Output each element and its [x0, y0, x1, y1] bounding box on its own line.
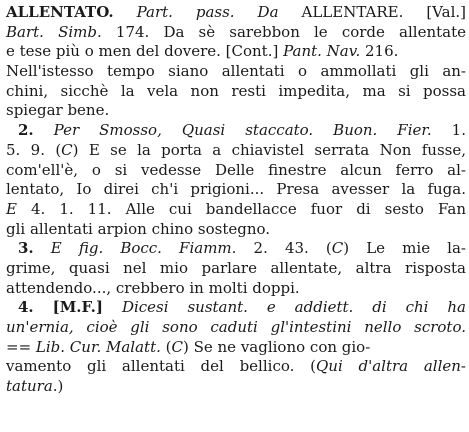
- text-segment: [M.F.]: [52, 298, 103, 317]
- entry-line: [6, 161, 466, 181]
- entry-line: [6, 239, 466, 259]
- text-segment: [34, 298, 53, 316]
- text-segment: C: [171, 337, 183, 356]
- entry-line: [6, 357, 466, 377]
- text-segment: Qui d'altra allen-: [315, 357, 466, 376]
- text-segment: 174. Da sè sarebbon le corde allentate: [101, 22, 466, 41]
- text-segment: 4.: [18, 298, 34, 317]
- text-segment: [114, 3, 137, 21]
- entry-line: [6, 259, 466, 279]
- text-segment: 216.: [360, 42, 399, 61]
- text-segment: .): [52, 377, 64, 396]
- entry-line: [6, 23, 466, 43]
- text-segment: 1.: [431, 121, 466, 140]
- text-segment: ALLENTATO.: [6, 3, 114, 21]
- text-segment: ) Se ne vagliono con gio-: [182, 337, 371, 356]
- entry-line: [6, 220, 466, 240]
- text-segment: gli allentati arpion chino sostegno.: [6, 219, 271, 238]
- text-segment: E: [6, 199, 17, 218]
- entry-line: [6, 200, 466, 220]
- dictionary-entry: [6, 3, 466, 397]
- text-segment: Part. pass.: [136, 3, 235, 21]
- text-segment: 3.: [18, 239, 34, 258]
- text-segment: attendendo..., crebbero in molti doppi.: [6, 278, 300, 297]
- text-segment: 4. 1. 11. Alle cui bandellacce fuor di sesto Fan: [16, 199, 466, 218]
- text-segment: e tese più o men del dovere. [Cont.]: [6, 42, 284, 61]
- entry-line: [6, 62, 466, 82]
- entry-line: [6, 42, 466, 62]
- text-segment: vamento gli allentati del bellico. (: [6, 357, 316, 376]
- text-segment: Bart. Simb.: [6, 22, 102, 41]
- text-segment: [34, 121, 54, 139]
- text-segment: [103, 298, 122, 316]
- entry-line: [6, 121, 466, 141]
- text-segment: [235, 3, 258, 21]
- text-segment: Per Smosso, Quasi staccato. Buon. Fier.: [53, 121, 432, 140]
- text-segment: chini, sicchè la vela non resti impedita, ma si possa: [6, 81, 466, 100]
- entry-line: [6, 279, 466, 299]
- text-segment: spiegar bene.: [6, 101, 110, 120]
- entry-line: [6, 377, 466, 397]
- text-segment: Dicesi sustant. e addiett. di chi ha: [121, 298, 466, 317]
- text-segment: E fig. Bocc. Fiamm.: [50, 239, 237, 258]
- text-segment: com'ell'è, o si vedesse Delle finestre alcun ferro al-: [6, 160, 466, 179]
- entry-line: [6, 101, 466, 121]
- text-segment: Lib. Cur. Malatt.: [35, 337, 161, 356]
- text-segment: 2.: [18, 121, 34, 140]
- entry-line: [6, 318, 466, 338]
- text-segment: grime, quasi nel mio parlare allentate, altra risposta: [6, 258, 466, 277]
- text-segment: 5. 9. (: [6, 140, 62, 159]
- entry-line: [6, 298, 466, 318]
- text-segment: Da: [257, 3, 279, 21]
- text-segment: ==: [6, 337, 36, 356]
- text-segment: 2. 43. (: [236, 239, 332, 258]
- entry-line: [6, 82, 466, 102]
- text-segment: Pant. Nav.: [283, 42, 361, 61]
- entry-line: [6, 338, 466, 358]
- text-segment: un'ernia, cioè gli sono caduti gl'intestini nello scroto.: [6, 318, 466, 336]
- text-segment: ) E se la porta a chiavistel serrata Non fusse,: [72, 140, 466, 159]
- text-segment: ) Le mie la-: [343, 239, 466, 258]
- text-segment: (: [160, 337, 172, 356]
- text-segment: [34, 239, 51, 257]
- text-segment: tatura: [6, 377, 53, 396]
- text-segment: C: [61, 140, 73, 159]
- text-segment: C: [331, 239, 344, 258]
- entry-line: [6, 141, 466, 161]
- text-segment: lentato, Io direi ch'i prigioni... Presa avesser la fuga.: [6, 180, 466, 199]
- text-segment: Nell'istesso tempo siano allentati o ammollati gli an-: [6, 62, 466, 81]
- text-segment: ALLENTARE. [Val.]: [278, 3, 466, 21]
- entry-line: [6, 180, 466, 200]
- entry-line: [6, 3, 466, 23]
